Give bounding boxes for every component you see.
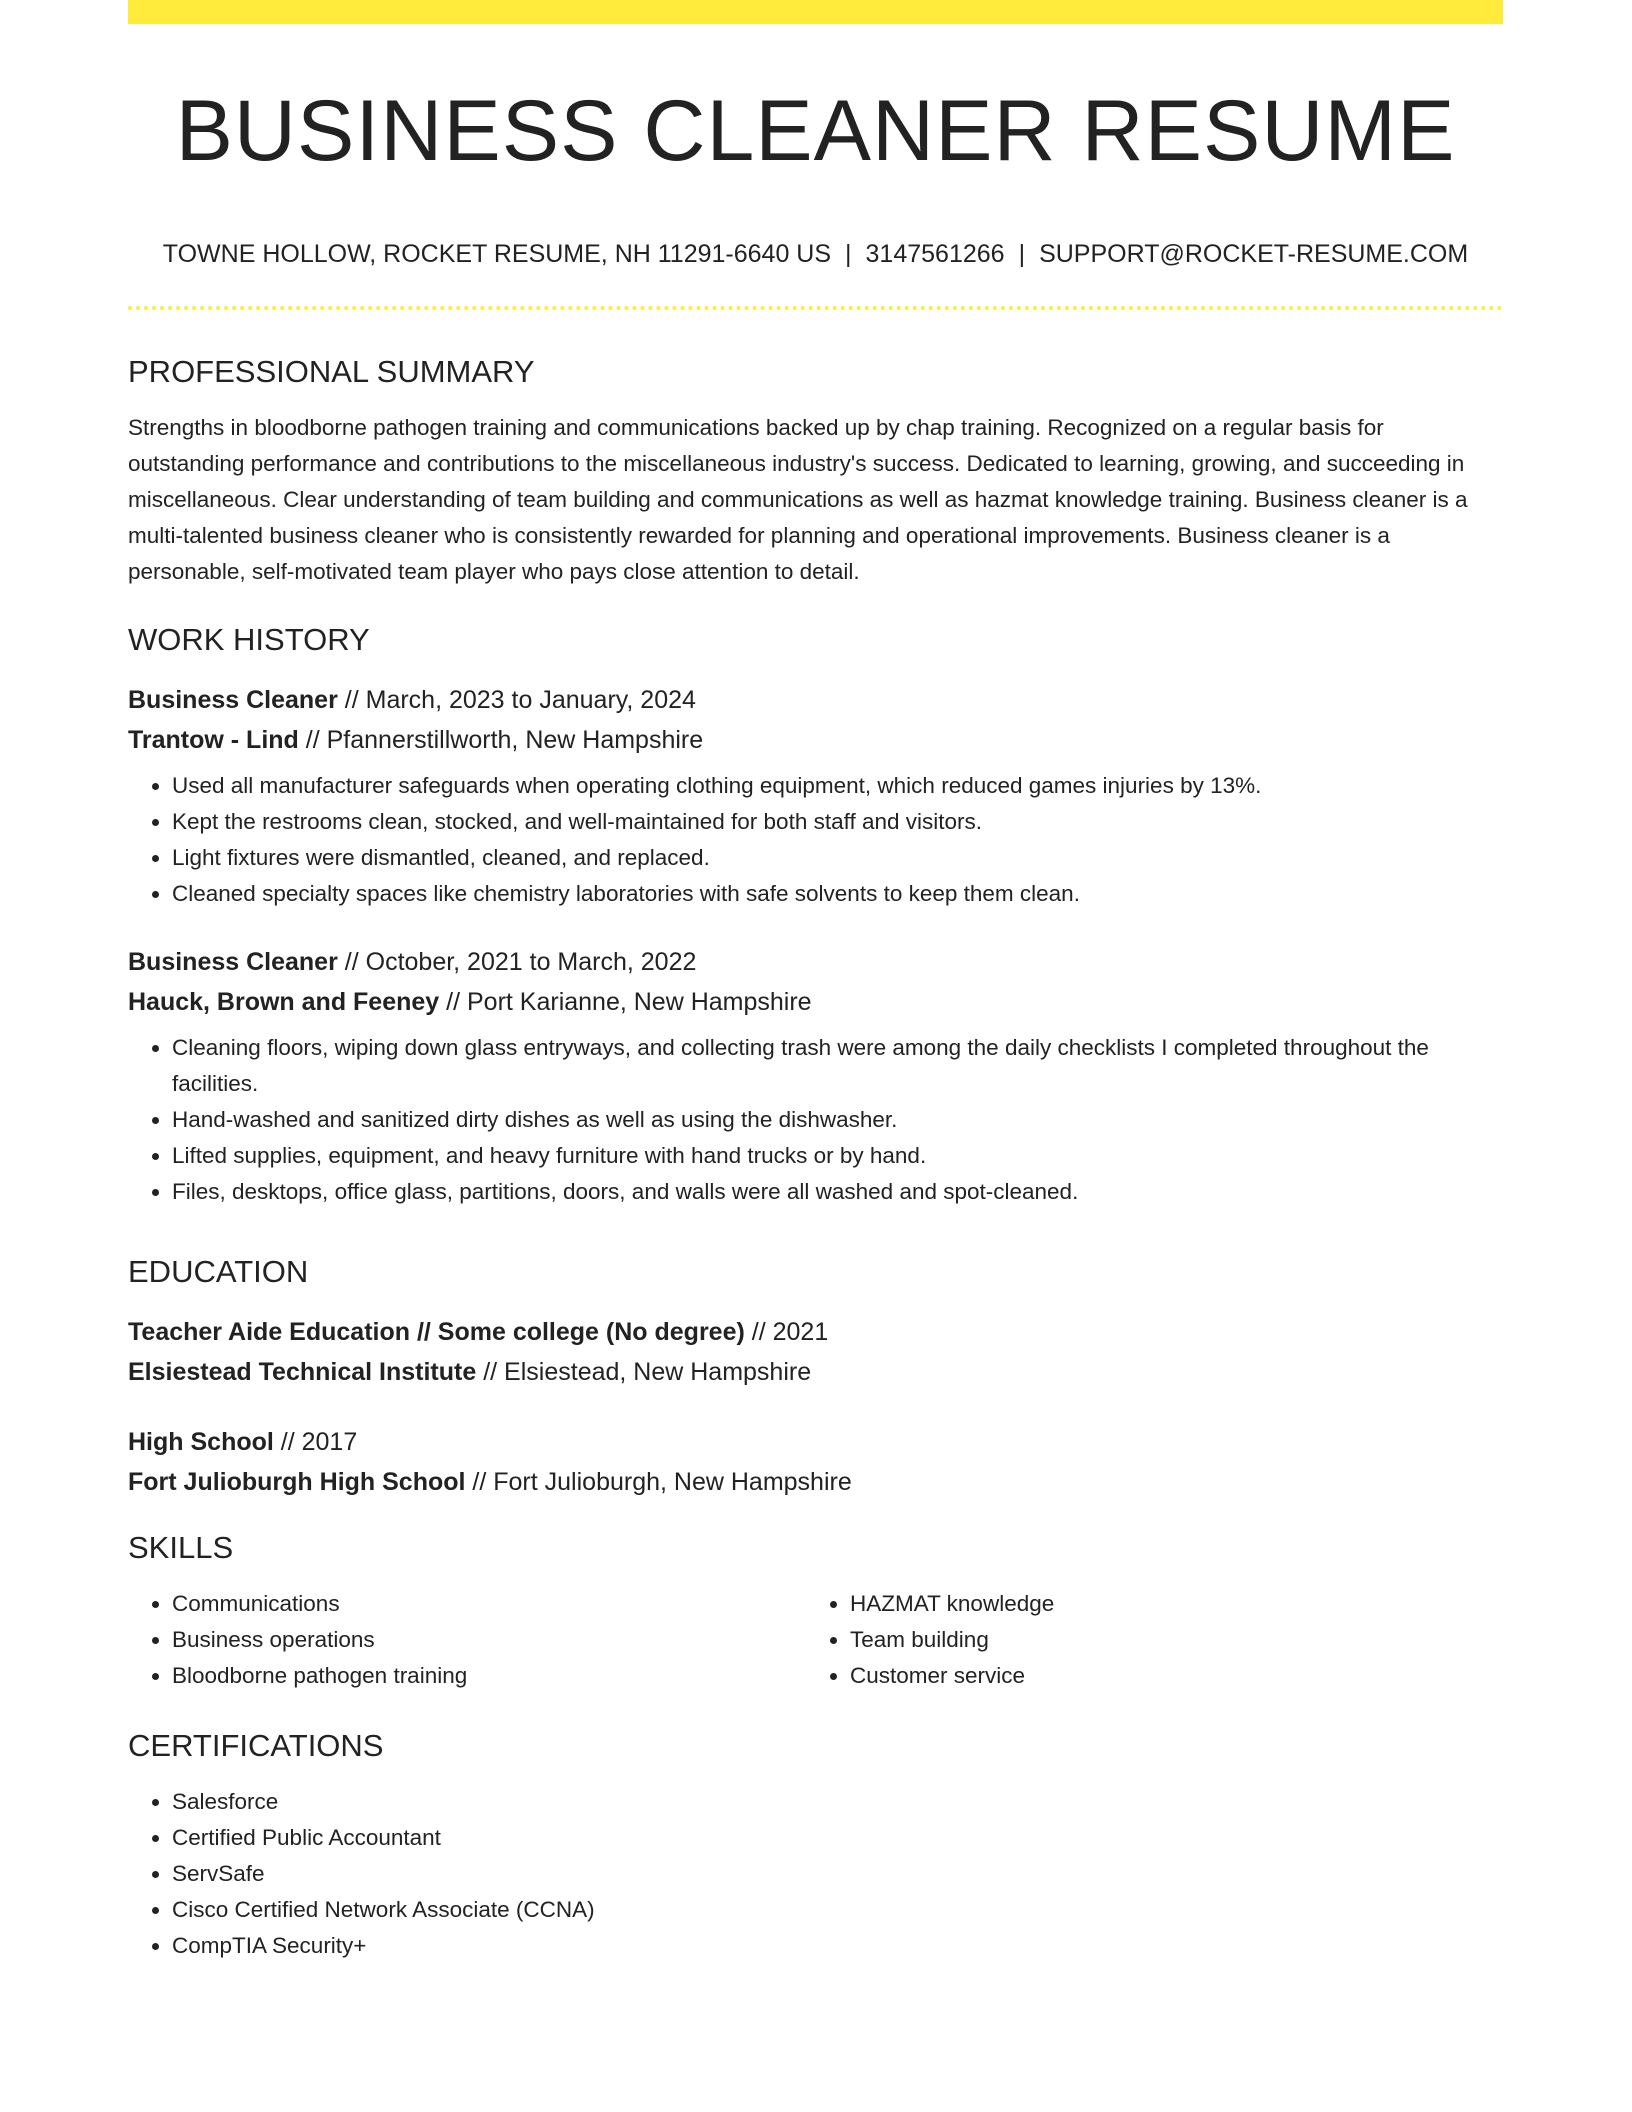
skills-columns bbox=[128, 1586, 1503, 1694]
skill-item: • Business operations bbox=[172, 1622, 806, 1658]
education-school-line bbox=[128, 1462, 1503, 1502]
contact-separator: | bbox=[845, 240, 852, 268]
job-bullet: • Cleaning floors, wiping down glass entryways, and collecting trash were among the daily checklists I completed throughout the facilities. bbox=[172, 1030, 1503, 1102]
job-location: // Pfannerstillworth, New Hampshire bbox=[305, 726, 704, 754]
job-title-line bbox=[128, 680, 1503, 720]
education-entry bbox=[128, 1422, 1503, 1502]
job-bullet: • Hand-washed and sanitized dirty dishes as well as using the dishwasher. bbox=[172, 1102, 1503, 1138]
section-heading-skills: SKILLS bbox=[128, 1530, 234, 1565]
education-location: // Elsiestead, New Hampshire bbox=[483, 1358, 812, 1386]
work-history-section bbox=[128, 620, 1503, 1210]
job-employer-line bbox=[128, 982, 1503, 1022]
skill-item: • Customer service bbox=[850, 1658, 1484, 1694]
job-bullets bbox=[128, 768, 1503, 912]
skills-list-right bbox=[806, 1586, 1484, 1694]
skill-item: • Communications bbox=[172, 1586, 806, 1622]
job-bullet: • Files, desktops, office glass, partitions, doors, and walls were all washed and spot-cleaned. bbox=[172, 1174, 1503, 1210]
job-bullet: • Used all manufacturer safeguards when operating clothing equipment, which reduced games injuries by 13%. bbox=[172, 768, 1503, 804]
education-degree: Teacher Aide Education // Some college (No degree) bbox=[128, 1318, 745, 1346]
job-bullet: • Lifted supplies, equipment, and heavy furniture with hand trucks or by hand. bbox=[172, 1138, 1503, 1174]
certification-item: • CompTIA Security+ bbox=[172, 1928, 1503, 1964]
contact-separator: | bbox=[1018, 240, 1026, 268]
job-title: Business Cleaner bbox=[128, 948, 338, 976]
section-heading-summary: PROFESSIONAL SUMMARY bbox=[128, 354, 535, 389]
education-degree-line bbox=[128, 1312, 1503, 1352]
contact-email: SUPPORT@ROCKET-RESUME.COM bbox=[1039, 240, 1469, 268]
job-employer: Trantow - Lind bbox=[128, 726, 299, 754]
skills-section bbox=[128, 1528, 1503, 1694]
education-year: // 2017 bbox=[280, 1428, 358, 1456]
job-bullets bbox=[128, 1030, 1503, 1210]
certification-item: • ServSafe bbox=[172, 1856, 1503, 1892]
job-employer-line bbox=[128, 720, 1503, 760]
contact-phone: 3147561266 bbox=[865, 240, 1005, 268]
section-heading-education: EDUCATION bbox=[128, 1254, 309, 1289]
job-entry bbox=[128, 680, 1503, 912]
education-degree: High School bbox=[128, 1428, 274, 1456]
education-school: Fort Julioburgh High School bbox=[128, 1468, 466, 1496]
education-location: // Fort Julioburgh, New Hampshire bbox=[472, 1468, 852, 1496]
dotted-divider bbox=[128, 306, 1503, 310]
job-employer: Hauck, Brown and Feeney bbox=[128, 988, 440, 1016]
certification-item: • Cisco Certified Network Associate (CCNA) bbox=[172, 1892, 1503, 1928]
contact-line bbox=[128, 236, 1503, 272]
skill-item: • Team building bbox=[850, 1622, 1484, 1658]
education-school-line bbox=[128, 1352, 1503, 1392]
job-title-line bbox=[128, 942, 1503, 982]
skills-list-left bbox=[128, 1586, 806, 1694]
education-year: // 2021 bbox=[751, 1318, 829, 1346]
certifications-section bbox=[128, 1726, 1503, 1964]
job-bullet: • Kept the restrooms clean, stocked, and well-maintained for both staff and visitors. bbox=[172, 804, 1503, 840]
certification-item: • Salesforce bbox=[172, 1784, 1503, 1820]
education-school: Elsiestead Technical Institute bbox=[128, 1358, 477, 1386]
accent-top-bar bbox=[128, 0, 1503, 24]
section-heading-certifications: CERTIFICATIONS bbox=[128, 1728, 384, 1763]
skill-item: • Bloodborne pathogen training bbox=[172, 1658, 806, 1694]
certifications-list bbox=[128, 1784, 1503, 1964]
job-bullet: • Cleaned specialty spaces like chemistry laboratories with safe solvents to keep them clean. bbox=[172, 876, 1503, 912]
contact-address: TOWNE HOLLOW, ROCKET RESUME, NH 11291-6640 US bbox=[162, 240, 832, 268]
summary-text: Strengths in bloodborne pathogen training and communications backed up by chap training. Recognized on a regular basis for outstanding performance and contributions to the miscellaneous industry's success. Dedicated to learning, growing, and succeeding in miscellaneous. Clear understanding of team building and communications as well as hazmat knowledge training. Business cleaner is a multi-talented business cleaner who is consistently rewarded for planning and operational improvements. Business cleaner is a personable, self-motivated team player who pays close attention to detail. bbox=[128, 415, 1468, 584]
job-bullet: • Light fixtures were dismantled, cleaned, and replaced. bbox=[172, 840, 1503, 876]
summary-section bbox=[128, 352, 1503, 590]
job-dates: // March, 2023 to January, 2024 bbox=[344, 686, 696, 714]
resume-title: BUSINESS CLEANER RESUME bbox=[175, 83, 1456, 179]
skill-item: • HAZMAT knowledge bbox=[850, 1586, 1484, 1622]
certification-item: • Certified Public Accountant bbox=[172, 1820, 1503, 1856]
job-dates: // October, 2021 to March, 2022 bbox=[344, 948, 697, 976]
job-title: Business Cleaner bbox=[128, 686, 338, 714]
job-entry bbox=[128, 942, 1503, 1210]
job-location: // Port Karianne, New Hampshire bbox=[446, 988, 812, 1016]
education-degree-line bbox=[128, 1422, 1503, 1462]
education-section bbox=[128, 1252, 1503, 1502]
section-heading-work-history: WORK HISTORY bbox=[128, 622, 370, 657]
education-entry bbox=[128, 1312, 1503, 1392]
